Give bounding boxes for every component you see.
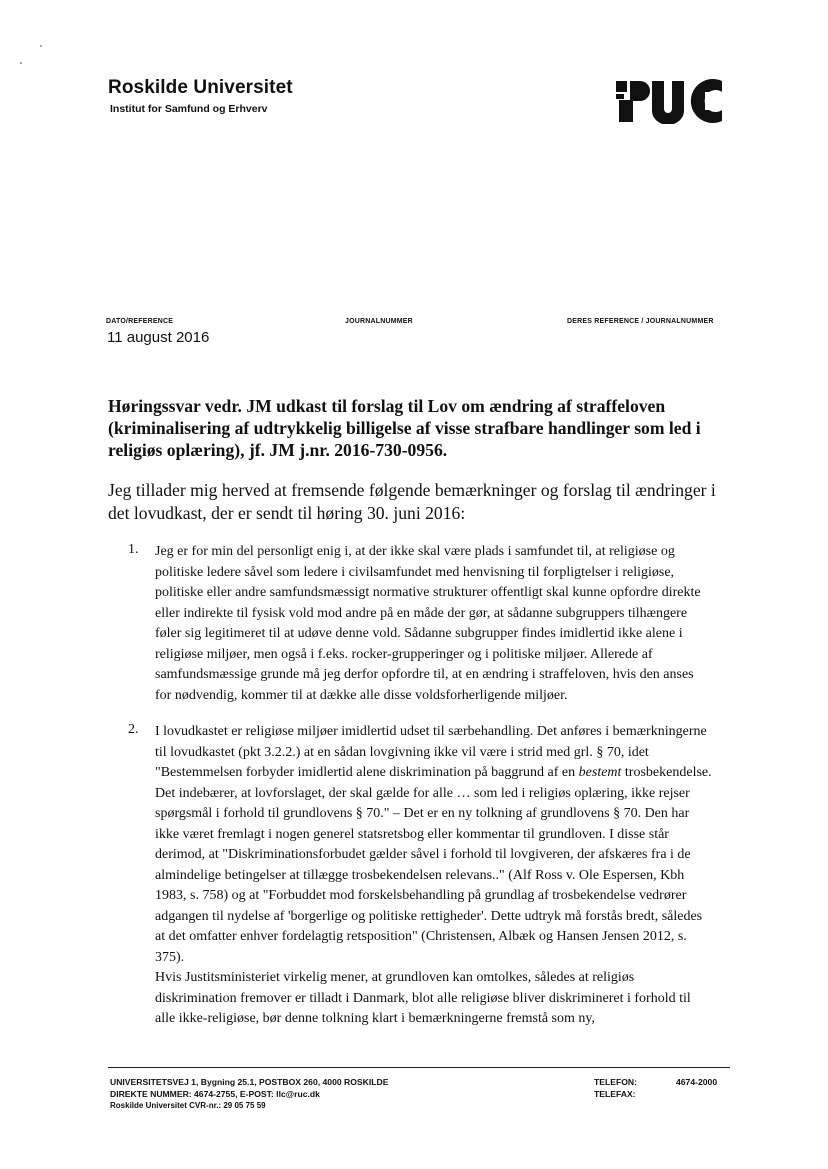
letter-heading: Høringssvar vedr. JM udkast til forslag til Lov om ændring af straffeloven (kriminalisering af udtrykkelig billigelse af visse strafbare handlinger som led i religiøs oplæring), jf. JM j.nr. 2016-730-0956. xyxy=(108,396,701,460)
scan-speck xyxy=(20,62,22,64)
list-number: 2. xyxy=(128,722,139,737)
list-number: 1. xyxy=(128,542,139,557)
list-item-text: Jeg er for min del personligt enig i, at der ikke skal være plads i samfundet til, at religiøse og politiske ledere såvel som ledere i civilsamfundet med henvisning til forpligtelser i religiøse, politiske eller andre samfundsmæssigt normative strukturer offentligt skal kunne opfordre direkte eller indirekte til fysisk vold mod andre på en måde der gør, at sådanne subgruppers tilhængere føler sig legitimeret til at udøve denne vold. Sådanne subgrupper findes imidlertid ikke alene i religiøse miljøer, men også i f.eks. rocker-grupperinger og i politiske miljøer. Allerede af samfundsmæssige grunde må jeg derfor opfordre til, at en ændring i straffeloven, hvis den anses for nødvendig, kommer til at dække alle disse voldsforherligende miljøer. xyxy=(155,544,701,703)
institute-name: Institut for Samfund og Erhverv xyxy=(110,103,268,115)
footer-phone-value: 4674-2000 xyxy=(676,1077,718,1087)
intro-paragraph: Jeg tillader mig herved at fremsende følgende bemærkninger og forslag til ændringer i det lovudkast, der er sendt til høring 30. juni 2016: xyxy=(108,480,716,523)
footer-divider xyxy=(108,1067,730,1068)
letter-date: 11 august 2016 xyxy=(107,329,210,346)
your-reference-label: DERES REFERENCE / JOURNALNUMMER xyxy=(567,318,714,325)
footer-address: UNIVERSITETSVEJ 1, Bygning 25.1, POSTBOX 260, 4000 ROSKILDE xyxy=(110,1077,389,1087)
footer-direct-contact: DIREKTE NUMMER: 4674-2755, E-POST: llc@ruc.dk xyxy=(110,1089,320,1099)
ruc-logo xyxy=(614,78,728,124)
footer-phone-label: TELEFON: xyxy=(594,1077,637,1087)
footer-fax-label: TELEFAX: xyxy=(594,1089,636,1099)
list-item-text-part: trosbekendelse. Det indebærer, at lovforslaget, der skal gælde for alle … som led i religiøs oplæring, ikke rejser spørgsmål i forhold til grundlovens § 70." – Det er en ny tolkning af grundlovens § 70. Den har ikke været fremlagt i nogen generel statsretsbog eller kommentar til grundloven. I disse står derimod, at "Diskriminationsforbudet gælder såvel i forhold til lovgiveren, der afskæres fra i de almindelige betingelser at tillægge trosbekendelsen relevans.." (Alf Ross v. Ole Espersen, Kbh 1983, s. 758) og at "Forbuddet mod forskelsbehandling på grundlag af trosbekendelse vedrører adgangen til nydelse af 'borgerlige og politiske rettigheder'. Dette udtryk må forstås bredt, således at det omfatter enhver fordelagtig retsposition" (Christensen, Albæk og Hansen Jensen 2012, s. 375). xyxy=(155,765,712,965)
emphasized-word: bestemt xyxy=(578,765,622,780)
list-item-text xyxy=(155,722,713,1030)
list-item-text-part: Hvis Justitsministeriet virkelig mener, at grundloven kan omtolkes, således at religiøs diskrimination fremover er tilladt i Danmark, blot alle religiøse bliver diskrimineret i forhold til alle ikke-religiøse, bør denne tolkning klart i bemærkningerne fremstå som ny, xyxy=(155,970,691,1026)
scan-speck xyxy=(40,45,42,47)
date-reference-label: DATO/REFERENCE xyxy=(106,318,174,325)
journal-number-label: JOURNALNUMMER xyxy=(345,318,413,325)
list-item-text-part: I lovudkastet er religiøse miljøer imidlertid udset til særbehandling. Det anføres i bemærkningerne til lovudkastet (pkt 3.2.2.) at en sådan lovgivning ikke vil være i strid med grl. § 70, idet "Bestemmelsen forbyder imidlertid alene diskrimination på baggrund af en xyxy=(155,724,707,780)
university-name: Roskilde Universitet xyxy=(108,77,293,98)
footer-cvr: Roskilde Universitet CVR-nr.: 29 05 75 59 xyxy=(110,1101,266,1110)
